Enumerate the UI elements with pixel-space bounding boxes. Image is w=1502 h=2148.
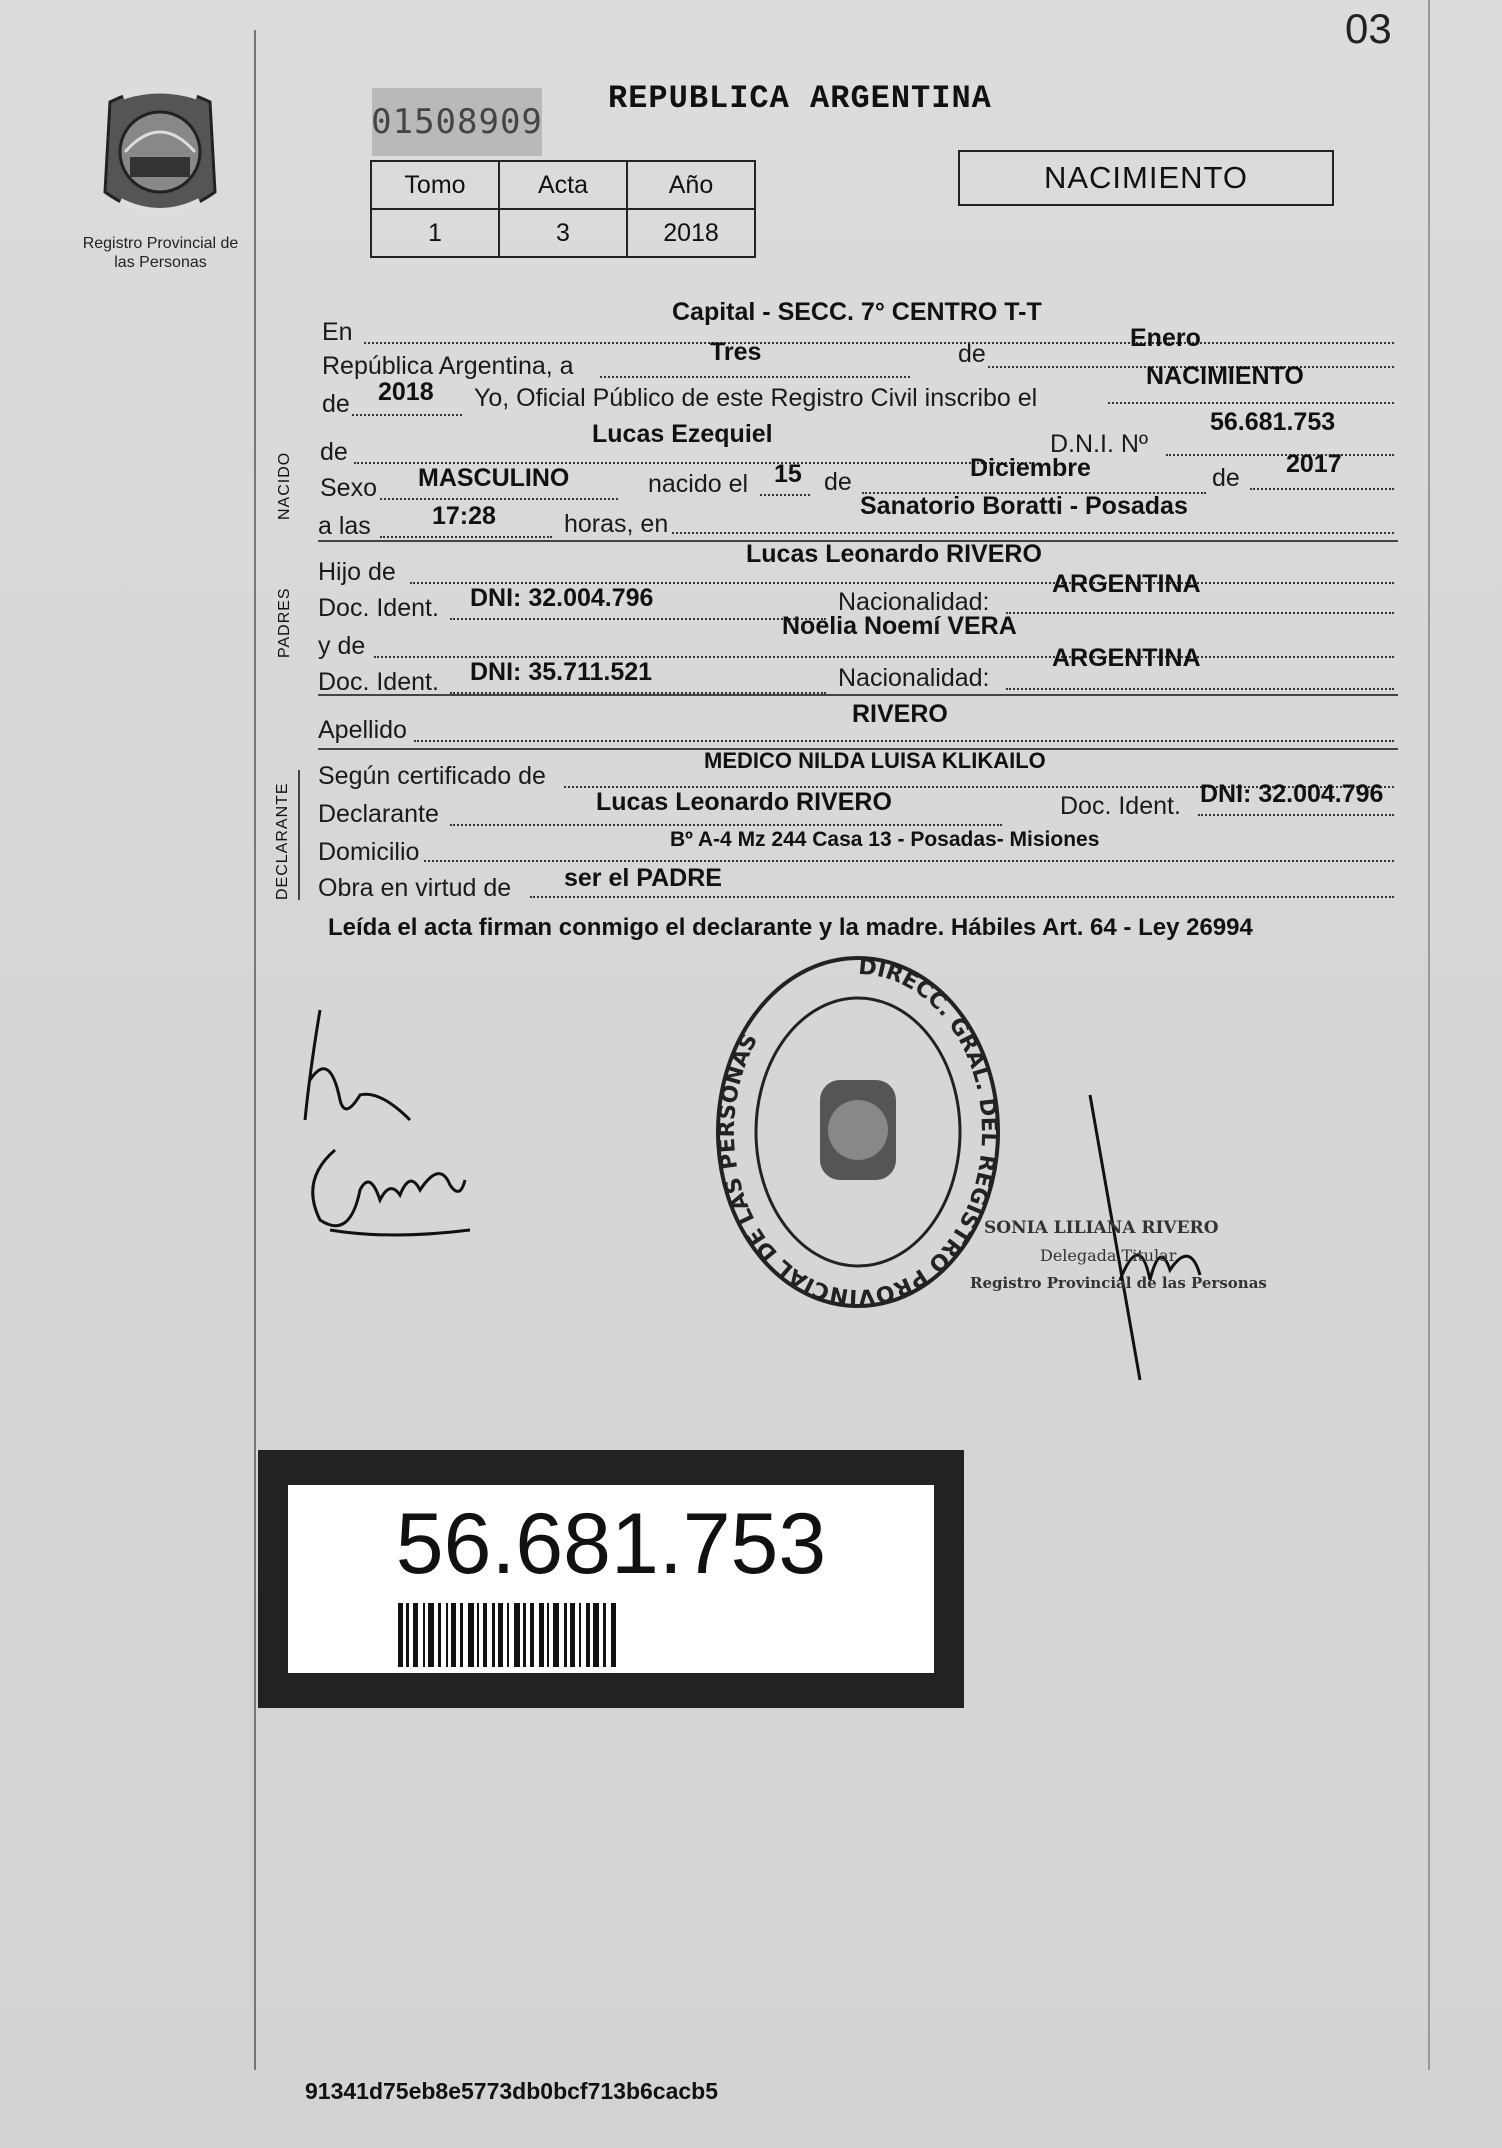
book-header-acta: Acta <box>499 161 627 209</box>
barcode-bar <box>446 1603 448 1667</box>
value-birth-time: 17:28 <box>432 502 496 530</box>
label-dni: D.N.I. Nº <box>1050 430 1149 458</box>
declarant-signature <box>290 990 490 1250</box>
label-nationality-mother: Nacionalidad: <box>838 664 990 692</box>
label-a-las: a las <box>318 512 371 540</box>
book-value-acta: 3 <box>499 209 627 257</box>
barcode-bar <box>451 1603 456 1667</box>
label-de-month: de <box>824 468 852 496</box>
value-address: Bº A-4 Mz 244 Casa 13 - Posadas- Misiones <box>670 828 1100 851</box>
dni-barcode-label <box>258 1450 964 1708</box>
book-header-tomo: Tomo <box>371 161 499 209</box>
barcode-bar <box>507 1603 509 1667</box>
value-record-type: NACIMIENTO <box>1146 362 1304 390</box>
label-doc-mother: Doc. Ident. <box>318 668 439 696</box>
row-surname <box>318 700 1398 744</box>
section-declarante: DECLARANTE <box>274 782 291 900</box>
barcode-bar <box>428 1603 434 1667</box>
registry-caption: Registro Provincial de las Personas <box>82 235 239 271</box>
barcode-bar <box>477 1603 479 1667</box>
value-birth-place: Sanatorio Boratti - Posadas <box>860 492 1188 520</box>
barcode-bar <box>593 1603 599 1667</box>
barcode-bar <box>547 1603 549 1667</box>
barcode-inner <box>288 1485 934 1673</box>
label-declarante: Declarante <box>318 800 439 828</box>
barcode-bar <box>460 1603 463 1667</box>
official-name: SONIA LILIANA RIVERO <box>984 1218 1219 1238</box>
stamp-outer-text: DIRECC. GRAL. DEL REGISTRO PROVINCIAL DE LAS PERSONAS <box>714 954 1002 1310</box>
barcode-bar <box>603 1603 606 1667</box>
barcode-dni-number: 56.681.753 <box>395 1496 827 1592</box>
official-signature <box>1080 1090 1220 1390</box>
label-nationality-father: Nacionalidad: <box>838 588 990 616</box>
value-year: 2018 <box>378 378 434 406</box>
label-oficial: Yo, Oficial Público de este Registro Civil inscribo el <box>474 384 1038 412</box>
barcode-bar <box>611 1603 616 1667</box>
value-declarant: Lucas Leonardo RIVERO <box>596 788 892 816</box>
value-father-nationality: ARGENTINA <box>1052 570 1201 598</box>
barcode-bar <box>483 1603 487 1667</box>
label-de-name: de <box>320 438 348 466</box>
official-stamp <box>712 952 1004 1314</box>
label-en: En <box>322 318 353 346</box>
label-sexo: Sexo <box>320 474 377 502</box>
label-de-year: de <box>322 390 350 418</box>
value-dni: 56.681.753 <box>1210 408 1336 436</box>
value-father: Lucas Leonardo RIVERO <box>746 540 1042 568</box>
left-margin-line <box>254 30 256 2070</box>
document-hash: 91341d75eb8e5773db0bcf713b6cacb5 <box>305 2078 719 2104</box>
barcode-bars <box>398 1603 818 1667</box>
barcode-bar <box>398 1603 403 1667</box>
label-doc-declarant: Doc. Ident. <box>1060 792 1181 820</box>
book-value-tomo: 1 <box>371 209 499 257</box>
barcode-bar <box>539 1603 544 1667</box>
section-bracket <box>298 770 300 900</box>
barcode-bar <box>530 1603 534 1667</box>
row-reason <box>318 858 1398 902</box>
row-certificate <box>318 746 1398 790</box>
label-republica: República Argentina, a <box>322 352 574 380</box>
barcode-bar <box>514 1603 520 1667</box>
barcode-bar <box>413 1603 418 1667</box>
value-certificate: MEDICO NILDA LUISA KLIKAILO <box>704 748 1046 773</box>
row-declarant <box>318 780 1398 828</box>
label-apellido: Apellido <box>318 716 407 744</box>
barcode-bar <box>570 1603 575 1667</box>
value-mother-nationality: ARGENTINA <box>1052 644 1201 672</box>
page-number: 03 <box>1345 5 1392 52</box>
value-declarant-doc: DNI: 32.004.796 <box>1200 780 1384 808</box>
value-birth-month: Diciembre <box>970 454 1091 482</box>
barcode-bar <box>579 1603 581 1667</box>
book-value-anio: 2018 <box>627 209 755 257</box>
right-margin-line <box>1428 0 1430 2070</box>
barcode-bar <box>586 1603 590 1667</box>
barcode-bar <box>498 1603 503 1667</box>
barcode-bar <box>564 1603 567 1667</box>
value-day: Tres <box>710 338 762 366</box>
row-sex-birth <box>318 450 1398 502</box>
value-mother: Noelia Noemí VERA <box>782 612 1017 640</box>
row-time-place <box>318 492 1398 540</box>
barcode-bar <box>438 1603 441 1667</box>
record-type-box: NACIMIENTO <box>958 150 1334 206</box>
barcode-bar <box>423 1603 425 1667</box>
barcode-bar <box>406 1603 409 1667</box>
barcode-bar <box>468 1603 474 1667</box>
section-padres: PADRES <box>276 587 293 658</box>
row-address <box>318 822 1398 866</box>
value-place: Capital - SECC. 7° CENTRO T-T <box>672 298 1042 326</box>
book-header-anio: Año <box>627 161 755 209</box>
value-name: Lucas Ezequiel <box>592 420 773 448</box>
misiones-coat-of-arms-logo <box>95 82 225 232</box>
legal-text: Leída el acta firman conmigo el declarante y la madre. Hábiles Art. 64 - Ley 26994 <box>328 914 1253 941</box>
value-mother-doc: DNI: 35.711.521 <box>470 658 653 686</box>
section-nacido: NACIDO <box>276 451 293 520</box>
label-horas: horas, en <box>564 510 669 538</box>
value-father-doc: DNI: 32.004.796 <box>470 584 654 612</box>
value-surname: RIVERO <box>852 700 948 728</box>
official-office: Registro Provincial de las Personas <box>970 1274 1267 1292</box>
book-reference-table <box>370 160 756 258</box>
divider <box>318 694 1398 696</box>
label-y-de: y de <box>318 632 366 660</box>
label-de: de <box>958 340 986 368</box>
label-domicilio: Domicilio <box>318 838 420 866</box>
barcode-bar <box>492 1603 495 1667</box>
value-birth-year: 2017 <box>1286 450 1342 478</box>
label-hijo: Hijo de <box>318 558 396 586</box>
barcode-bar <box>553 1603 559 1667</box>
label-obra: Obra en virtud de <box>318 874 512 902</box>
serial-number: 01508909 <box>372 88 542 156</box>
official-role: Delegada Titular <box>1040 1246 1177 1265</box>
value-birth-day: 15 <box>774 460 802 488</box>
value-reason: ser el PADRE <box>564 864 722 892</box>
header-title: REPUBLICA ARGENTINA <box>608 80 992 117</box>
label-segun: Según certificado de <box>318 762 546 790</box>
label-de-birth-year: de <box>1212 464 1240 492</box>
value-sex: MASCULINO <box>418 464 570 492</box>
value-month: Enero <box>1130 324 1201 352</box>
label-nacido: nacido el <box>648 470 749 498</box>
label-doc-father: Doc. Ident. <box>318 594 439 622</box>
barcode-bar <box>523 1603 526 1667</box>
